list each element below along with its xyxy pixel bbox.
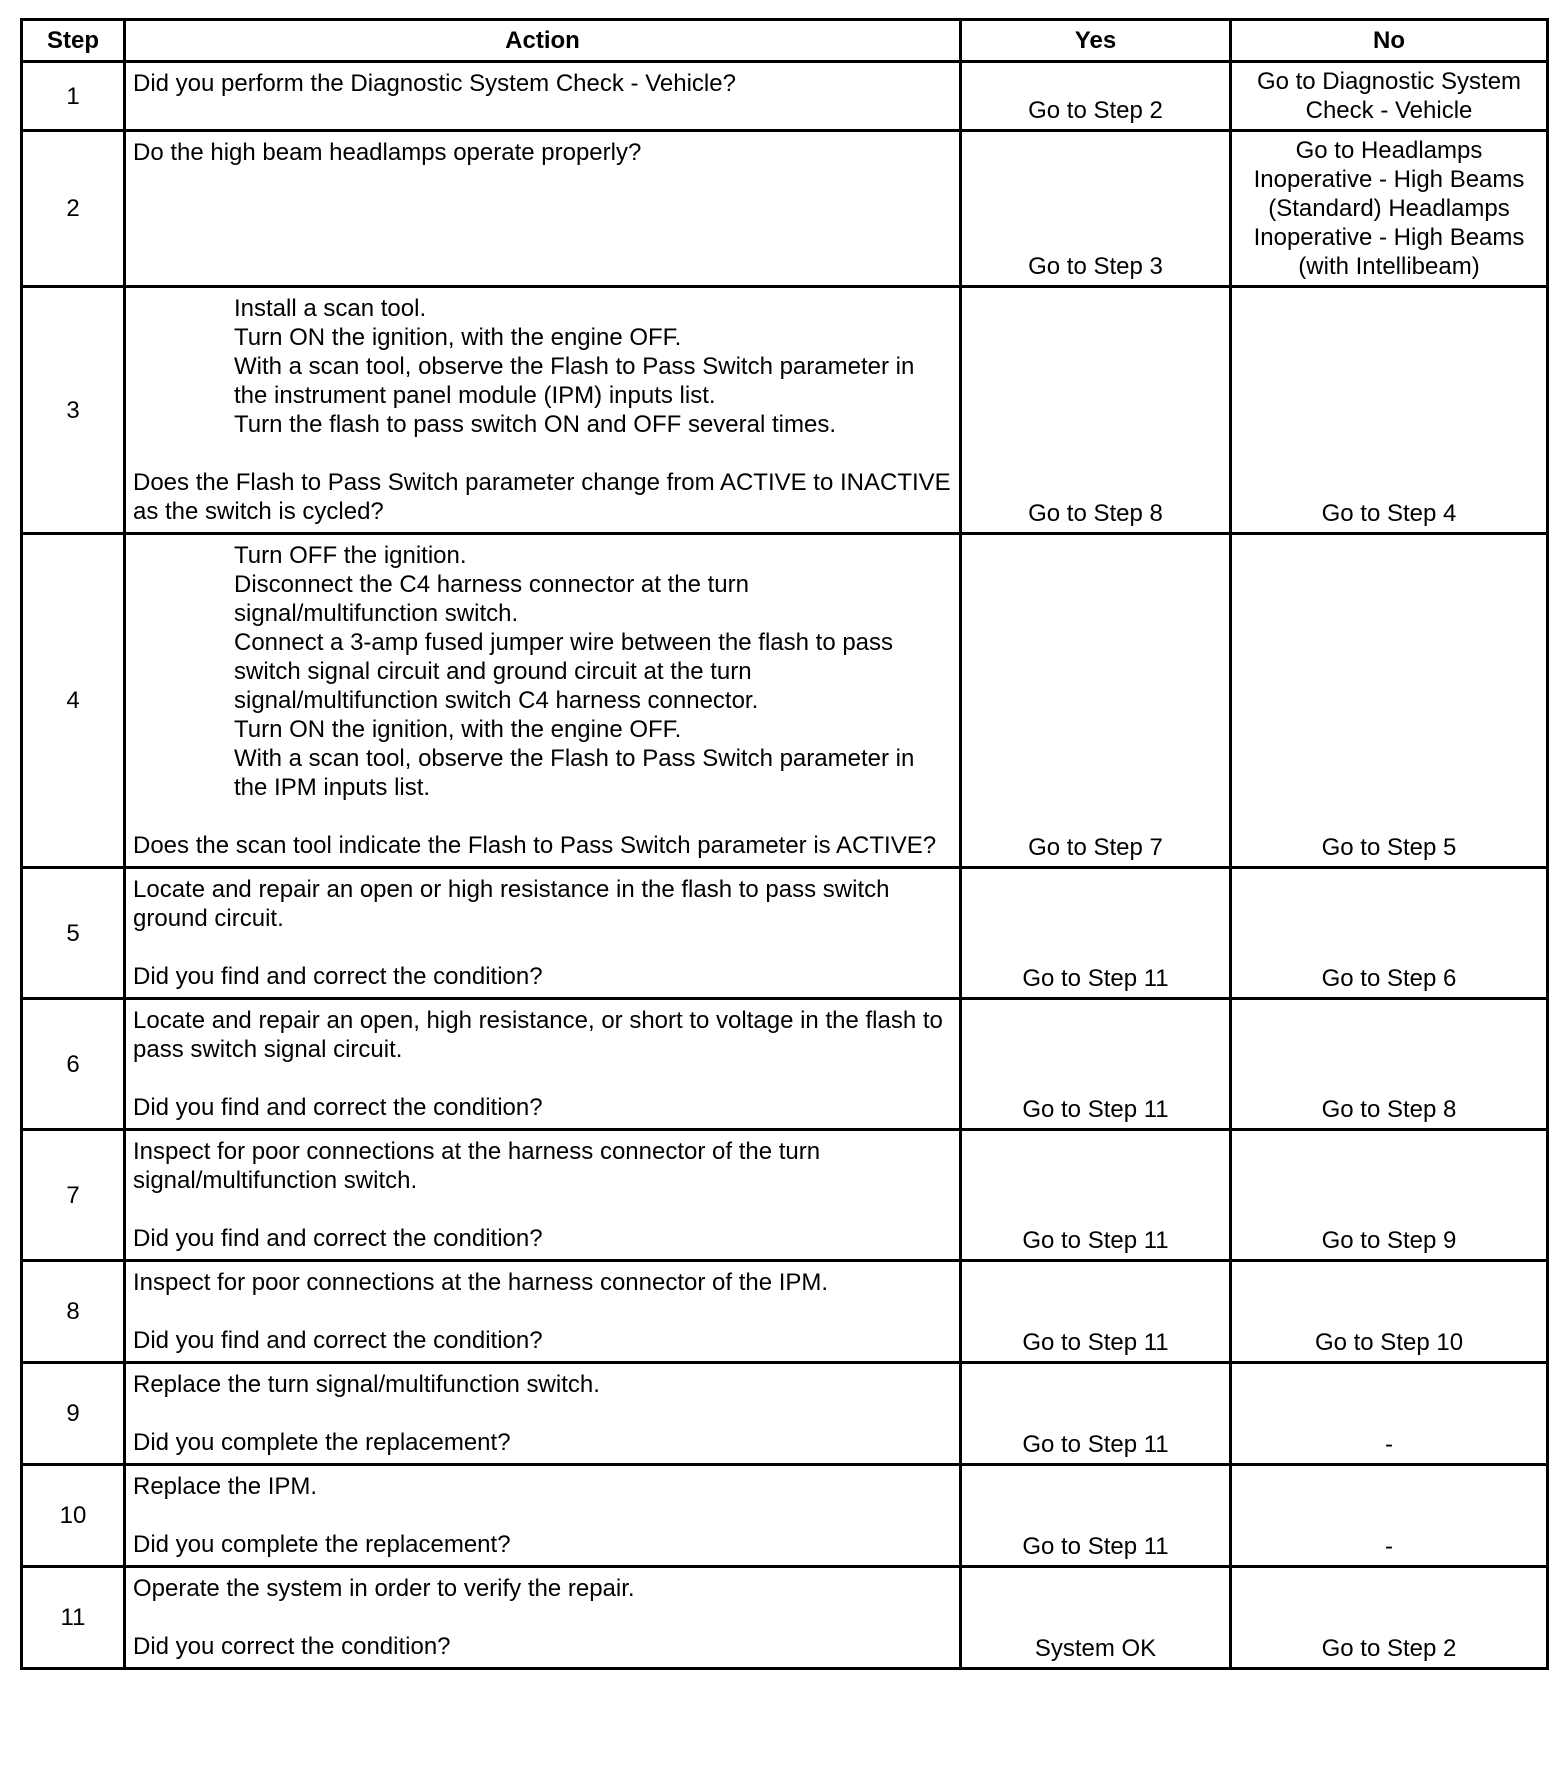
- action-step-item: Turn OFF the ignition.: [234, 542, 467, 569]
- action-question: Does the scan tool indicate the Flash to Pass Switch parameter is ACTIVE?: [133, 832, 937, 859]
- table-row: [22, 1130, 1548, 1261]
- action-cell: [125, 999, 961, 1130]
- yes-cell: Go to Step 11: [961, 868, 1231, 999]
- step-number: 1: [22, 62, 125, 131]
- step-number: 2: [22, 131, 125, 287]
- action-step-item: Install a scan tool.: [234, 295, 427, 322]
- yes-cell: Go to Step 11: [961, 1261, 1231, 1363]
- action-step-item: Turn ON the ignition, with the engine OFF.: [234, 324, 682, 351]
- header-yes: Yes: [961, 20, 1231, 62]
- yes-cell: Go to Step 11: [961, 1465, 1231, 1567]
- action-question: Did you find and correct the condition?: [133, 1225, 543, 1252]
- yes-cell: System OK: [961, 1567, 1231, 1669]
- step-number: 11: [22, 1567, 125, 1669]
- action-cell: [125, 1465, 961, 1567]
- no-cell: Go to Step 5: [1231, 534, 1548, 868]
- action-description: Locate and repair an open or high resistance in the flash to pass switch ground circuit.: [133, 876, 890, 932]
- table-row: [22, 534, 1548, 868]
- no-cell: Go to Step 4: [1231, 287, 1548, 534]
- table-row: [22, 62, 1548, 131]
- action-step-item: With a scan tool, observe the Flash to Pass Switch parameter in the IPM inputs list.: [234, 745, 915, 801]
- table-row: [22, 131, 1548, 287]
- table-row: [22, 868, 1548, 999]
- table-row: [22, 1363, 1548, 1465]
- table-row: [22, 1465, 1548, 1567]
- no-cell: -: [1231, 1363, 1548, 1465]
- action-question: Did you find and correct the condition?: [133, 1327, 543, 1354]
- step-number: 9: [22, 1363, 125, 1465]
- action-steps: [133, 294, 951, 439]
- action-question: Do the high beam headlamps operate properly?: [133, 139, 642, 166]
- header-no: No: [1231, 20, 1548, 62]
- step-number: 4: [22, 534, 125, 868]
- step-number: 7: [22, 1130, 125, 1261]
- action-description: Replace the IPM.: [133, 1473, 318, 1500]
- action-question: Does the Flash to Pass Switch parameter change from ACTIVE to INACTIVE as the switch is cycled?: [133, 469, 951, 525]
- action-step-item: Disconnect the C4 harness connector at the turn signal/multifunction switch.: [234, 571, 749, 627]
- action-step-item: Connect a 3-amp fused jumper wire between the flash to pass switch signal circuit and ground circuit at the turn signal/multifunction switch C4 harness connector.: [234, 629, 894, 714]
- no-cell: Go to Step 2: [1231, 1567, 1548, 1669]
- no-cell: Go to Diagnostic System Check - Vehicle: [1231, 62, 1548, 131]
- header-step: Step: [22, 20, 125, 62]
- table-row: [22, 1567, 1548, 1669]
- action-description: Inspect for poor connections at the harness connector of the turn signal/multifunction switch.: [133, 1138, 821, 1194]
- action-description: Inspect for poor connections at the harness connector of the IPM.: [133, 1269, 829, 1296]
- action-question: Did you correct the condition?: [133, 1633, 451, 1660]
- no-cell: Go to Headlamps Inoperative - High Beams (Standard) Headlamps Inoperative - High Beams (with Intellibeam): [1231, 131, 1548, 287]
- yes-cell: Go to Step 11: [961, 1130, 1231, 1261]
- action-cell: [125, 1363, 961, 1465]
- action-step-item: Turn ON the ignition, with the engine OFF.: [234, 716, 682, 743]
- yes-cell: Go to Step 7: [961, 534, 1231, 868]
- action-question: Did you complete the replacement?: [133, 1429, 511, 1456]
- table-row: [22, 1261, 1548, 1363]
- action-description: Locate and repair an open, high resistance, or short to voltage in the flash to pass switch signal circuit.: [133, 1007, 943, 1063]
- action-step-item: Turn the flash to pass switch ON and OFF several times.: [234, 411, 836, 438]
- action-description: Replace the turn signal/multifunction switch.: [133, 1371, 600, 1398]
- yes-cell: Go to Step 11: [961, 1363, 1231, 1465]
- action-cell: [125, 287, 961, 534]
- diagnostic-table: [20, 18, 1549, 1670]
- yes-cell: Go to Step 3: [961, 131, 1231, 287]
- no-cell: Go to Step 8: [1231, 999, 1548, 1130]
- no-cell: Go to Step 6: [1231, 868, 1548, 999]
- no-cell: Go to Step 10: [1231, 1261, 1548, 1363]
- yes-cell: Go to Step 11: [961, 999, 1231, 1130]
- action-question: Did you perform the Diagnostic System Check - Vehicle?: [133, 70, 736, 97]
- step-number: 10: [22, 1465, 125, 1567]
- table-row: [22, 999, 1548, 1130]
- action-cell: [125, 62, 961, 131]
- action-cell: [125, 1567, 961, 1669]
- step-number: 8: [22, 1261, 125, 1363]
- action-question: Did you complete the replacement?: [133, 1531, 511, 1558]
- header-action: Action: [125, 20, 961, 62]
- action-description: Operate the system in order to verify the repair.: [133, 1575, 635, 1602]
- no-cell: Go to Step 9: [1231, 1130, 1548, 1261]
- step-number: 6: [22, 999, 125, 1130]
- action-cell: [125, 1130, 961, 1261]
- action-cell: [125, 868, 961, 999]
- yes-cell: Go to Step 2: [961, 62, 1231, 131]
- action-steps: [133, 541, 951, 802]
- header-row: [22, 20, 1548, 62]
- table-row: [22, 287, 1548, 534]
- step-number: 3: [22, 287, 125, 534]
- action-cell: [125, 131, 961, 287]
- action-question: Did you find and correct the condition?: [133, 963, 543, 990]
- yes-cell: Go to Step 8: [961, 287, 1231, 534]
- action-question: Did you find and correct the condition?: [133, 1094, 543, 1121]
- no-cell: -: [1231, 1465, 1548, 1567]
- action-cell: [125, 1261, 961, 1363]
- step-number: 5: [22, 868, 125, 999]
- action-step-item: With a scan tool, observe the Flash to Pass Switch parameter in the instrument panel module (IPM) inputs list.: [234, 353, 915, 409]
- action-cell: [125, 534, 961, 868]
